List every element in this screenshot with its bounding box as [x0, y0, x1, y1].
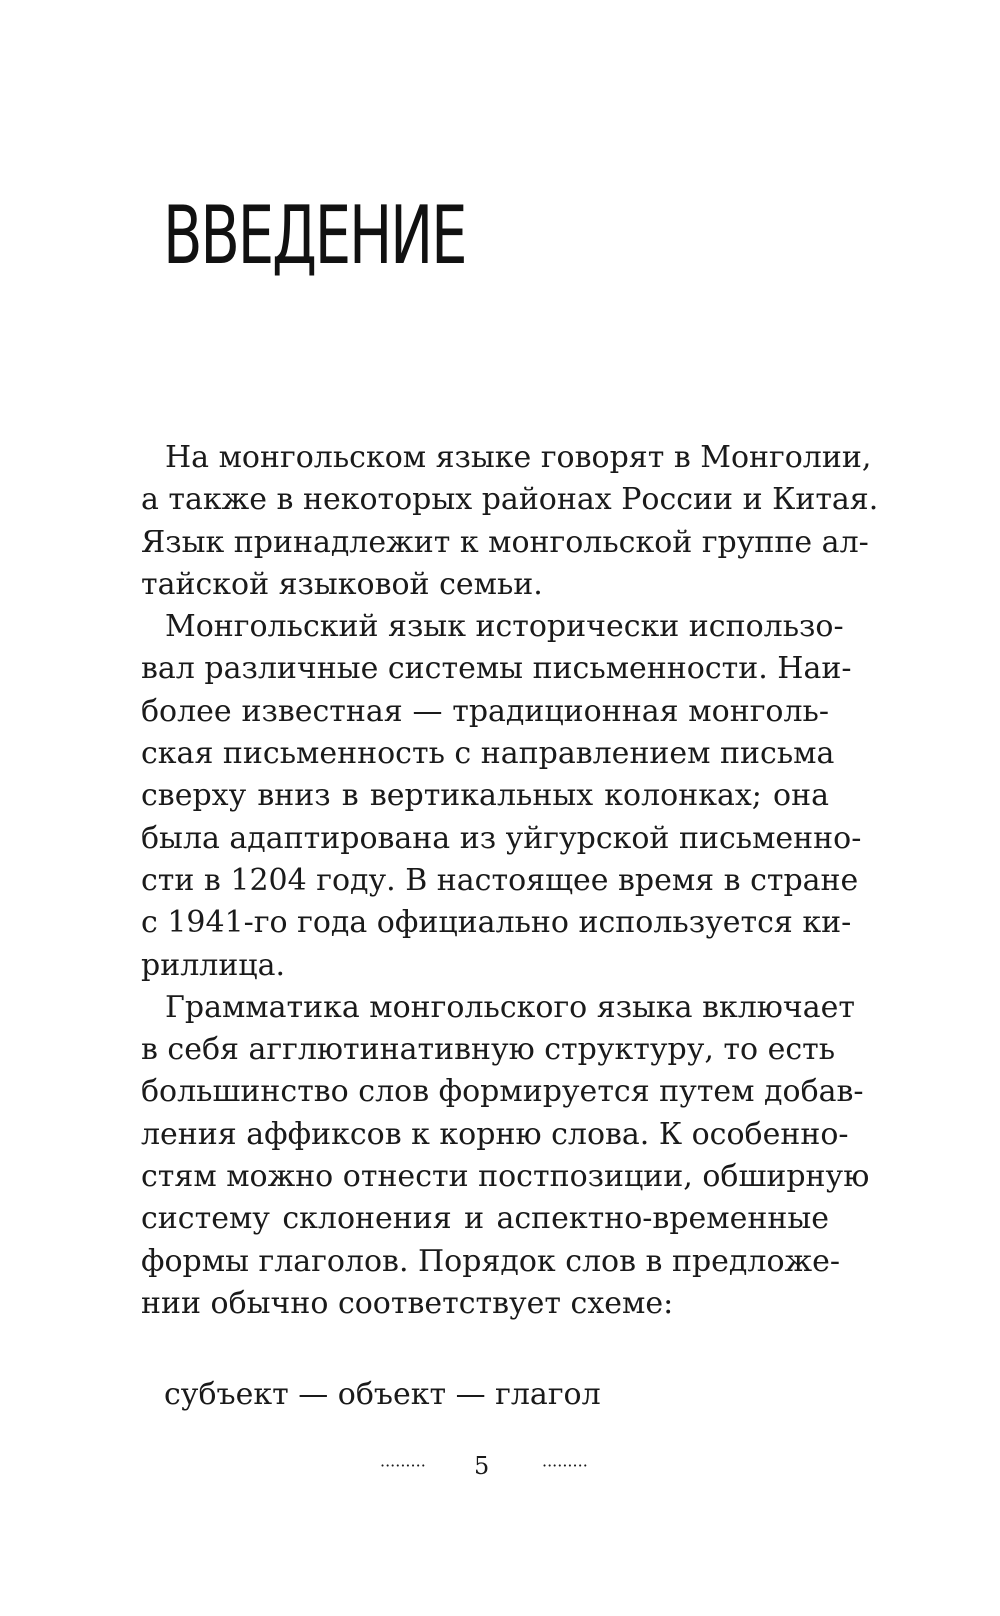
text-line: Монгольский язык исторически использо-	[165, 609, 844, 645]
paragraph-1	[141, 437, 879, 606]
text-line: была адаптирована из уйгурской письменно-	[141, 820, 862, 856]
text-line: тайской языковой семьи.	[141, 566, 543, 602]
text-line: более известная — традиционная монголь-	[141, 693, 829, 729]
text-line: нии обычно соответствует схеме:	[141, 1285, 674, 1321]
text-line: Грамматика монгольского языка включает	[165, 989, 855, 1025]
text-line: формы глаголов. Порядок слов в предложе-	[141, 1243, 840, 1279]
page-footer	[0, 1450, 1000, 1490]
footer-dots-right: ·········	[542, 1456, 588, 1475]
chapter-title: ВВЕДЕНИЕ	[163, 189, 466, 282]
body-text	[141, 437, 879, 1325]
text-line: с 1941-го года официально используется ки-	[141, 905, 852, 941]
text-line: ская письменность с направлением письма	[141, 736, 835, 772]
text-line: в себя агглютинативную структуру, то есть	[141, 1032, 836, 1068]
text-line: а также в некоторых районах России и Китая.	[141, 482, 879, 518]
text-line: На монгольском языке говорят в Монголии,	[165, 440, 872, 475]
text-line: сверху вниз в вертикальных колонках; она	[141, 778, 829, 814]
text-line: систему склонения и аспектно-временные	[141, 1201, 829, 1237]
paragraph-2	[141, 606, 862, 987]
chapter-heading	[163, 189, 493, 286]
footer-dots-left: ·········	[380, 1456, 426, 1475]
page-number: 5	[474, 1452, 490, 1480]
text-line: большинство слов формируется путем добав-	[141, 1074, 864, 1110]
word-order-scheme: субъект — объект — глагол	[164, 1377, 601, 1412]
text-line: стям можно отнести постпозиции, обширную	[141, 1159, 870, 1195]
text-line: вал различные системы письменности. Наи-	[141, 651, 852, 687]
text-line: ления аффиксов к корню слова. К особенно-	[141, 1116, 849, 1152]
paragraph-3	[141, 987, 870, 1325]
text-line: Язык принадлежит к монгольской группе ал-	[141, 524, 869, 560]
text-line: сти в 1204 году. В настоящее время в стране	[141, 862, 859, 898]
text-line: риллица.	[141, 947, 286, 983]
